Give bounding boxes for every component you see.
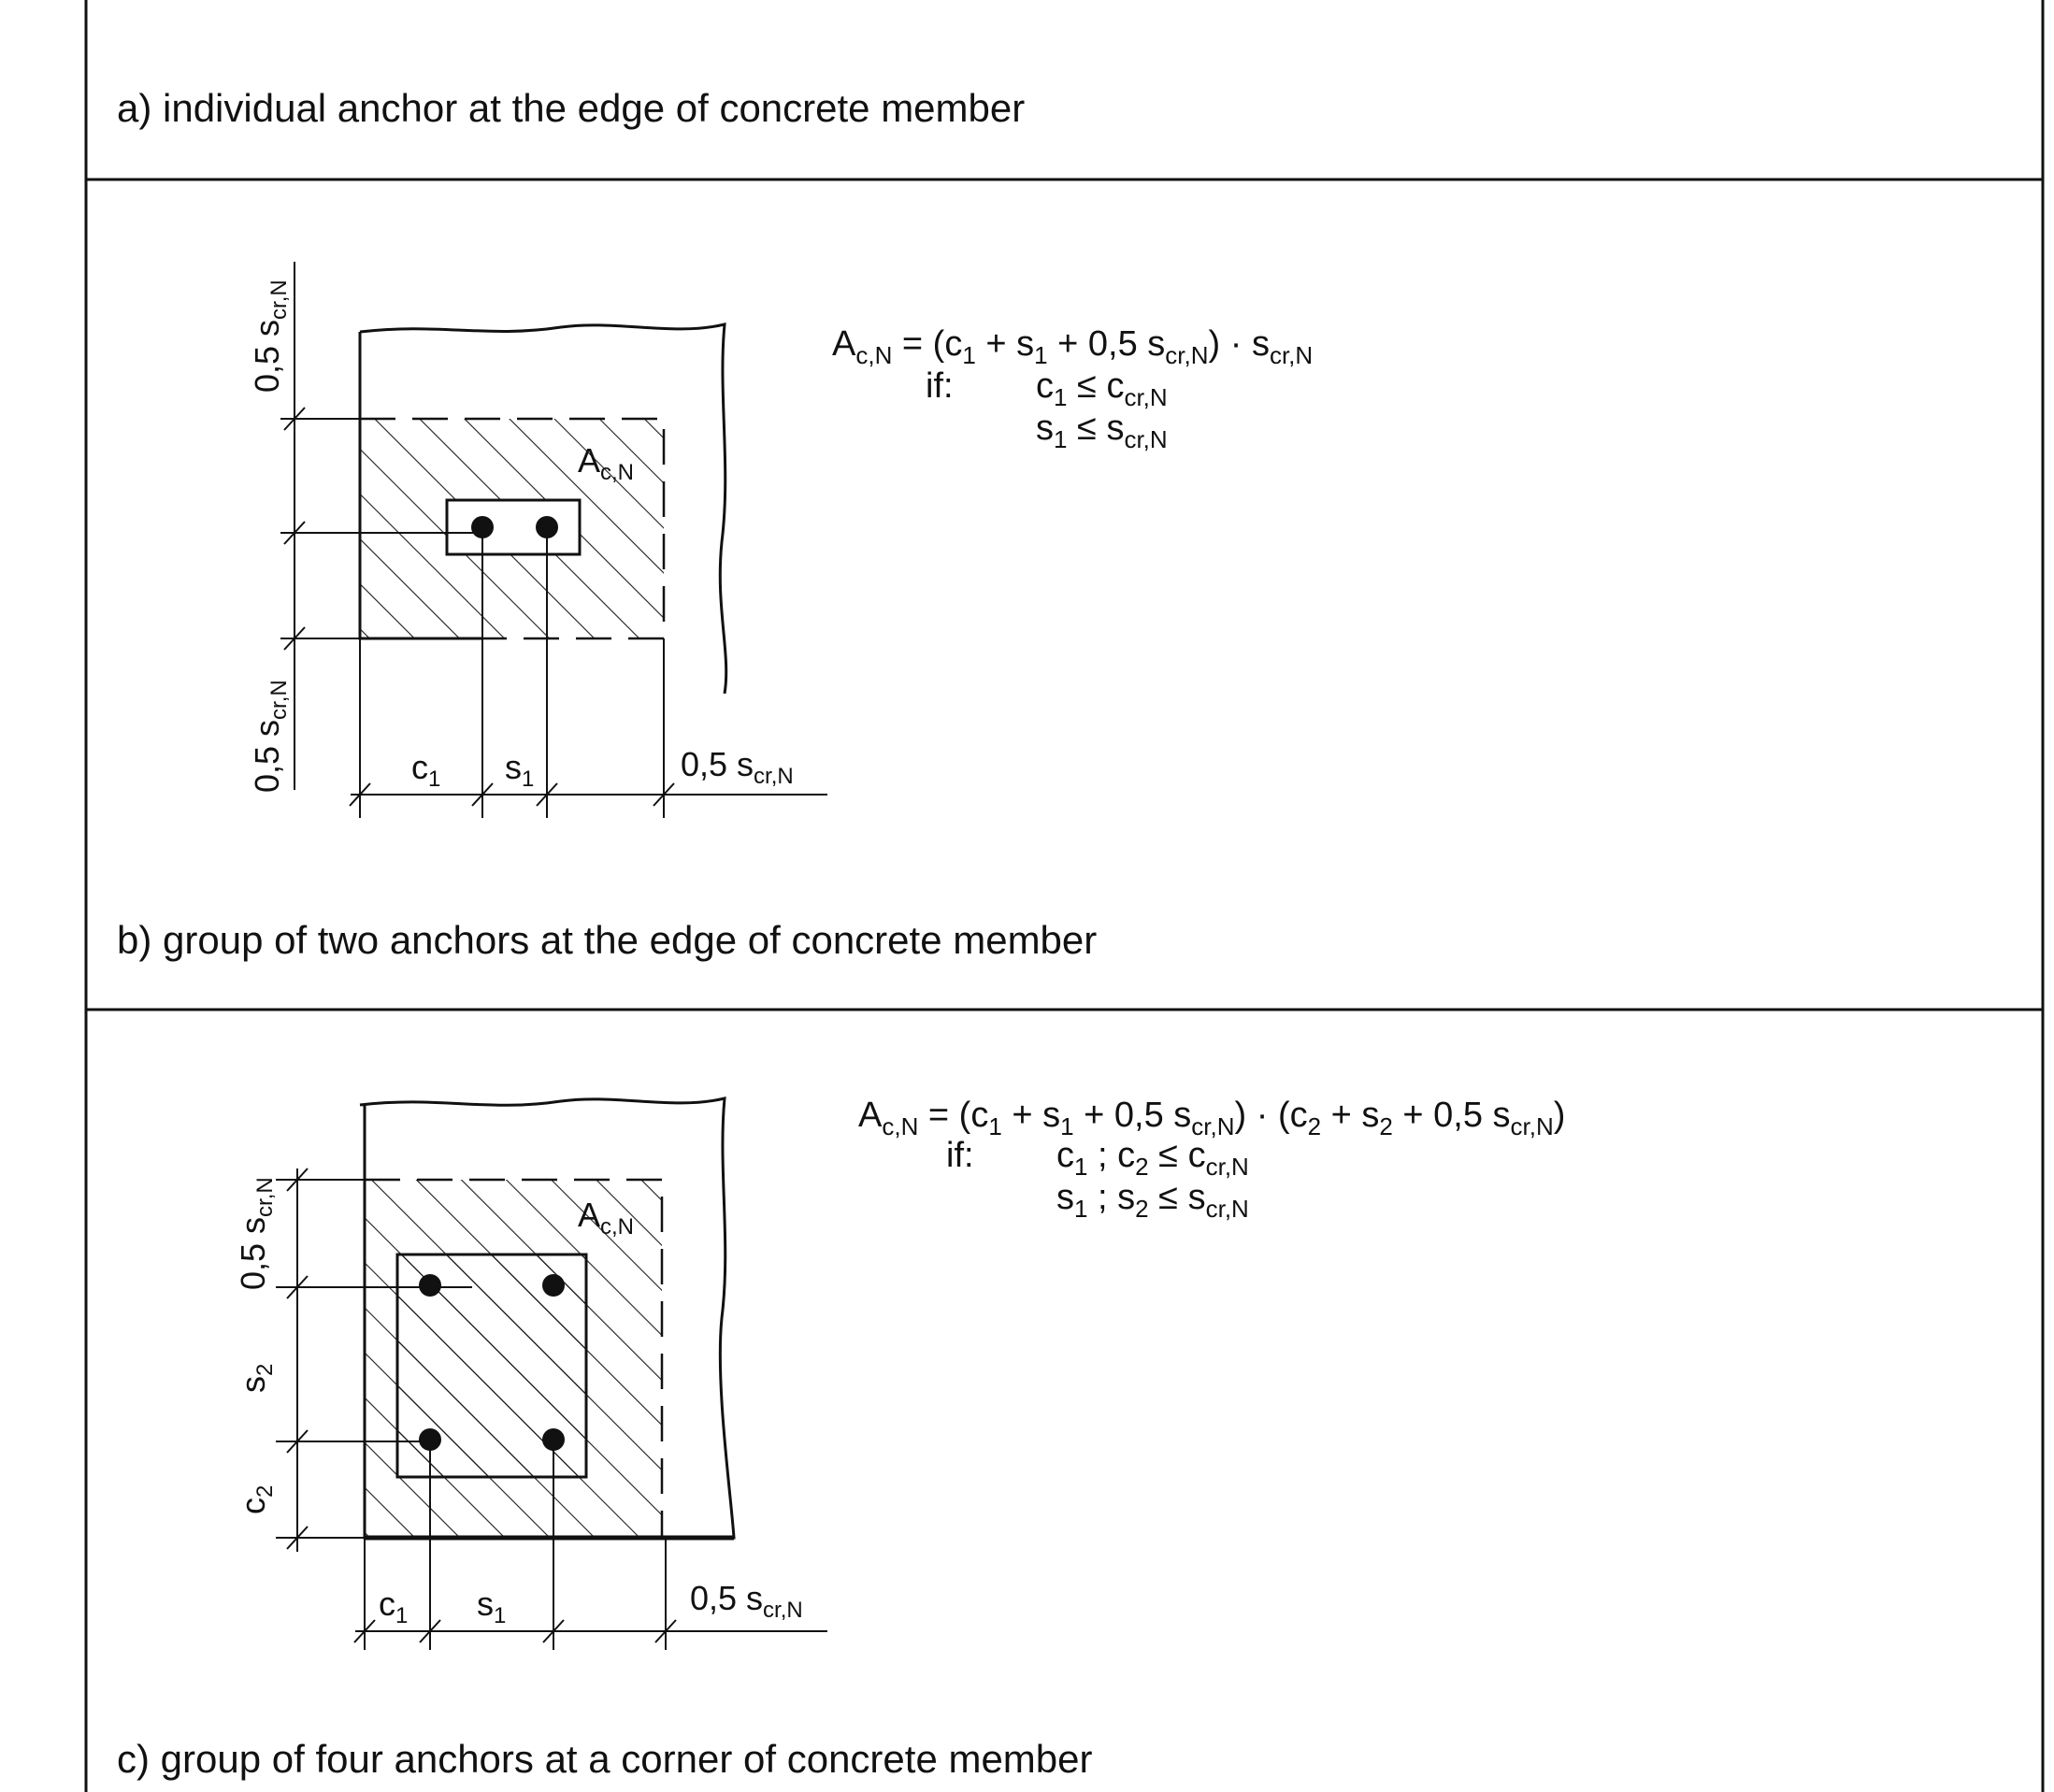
anchor-c-2 <box>542 1274 565 1297</box>
condition-2-b: $s_1 \le s_{cr,N}$ <box>1036 409 1168 453</box>
dim-left-top-c: 0,5 $s_{cr,N}$ <box>234 1177 278 1290</box>
anchor-plate-b <box>447 500 580 554</box>
dim-c1-b: $c_1$ <box>411 748 441 792</box>
dim-right-c: 0,5 $s_{cr,N}$ <box>690 1579 803 1623</box>
area-label-c: $A_{c,N}$ <box>578 1196 635 1240</box>
dim-s2-c: $s_2$ <box>234 1363 278 1393</box>
dim-c1-c: $c_1$ <box>379 1584 409 1628</box>
panel-c-diagram <box>234 1096 1565 1650</box>
if-label-c: if: <box>946 1136 974 1175</box>
dim-c2-c: $c_2$ <box>234 1484 278 1514</box>
formula-b: $A_{c,N} = (c_1 + s_1 + 0,5$ $s_{cr,N}) \cdot s_{cr,N}$ <box>832 324 1314 369</box>
if-label-b: if: <box>926 366 954 406</box>
condition-1-c: $c_1$ ; $c_2 \le c_{cr,N}$ <box>1056 1136 1249 1181</box>
anchor-c-1 <box>419 1274 441 1297</box>
caption-c: c) group of four anchors at a corner of concrete member <box>117 1737 1093 1781</box>
dim-right-b: 0,5 $s_{cr,N}$ <box>681 745 794 789</box>
dim-s1-b: $s_1$ <box>505 748 535 792</box>
dim-left-bottom-b: 0,5 $s_{cr,N}$ <box>248 680 292 793</box>
formula-c: $A_{c,N} = (c_1 + s_1 + 0,5$ $s_{cr,N}) \cdot (c_2 + s_2 + 0,5$ $s_{cr,N}$) <box>858 1096 1566 1140</box>
dim-left-top-b: 0,5 $s_{cr,N}$ <box>248 280 292 393</box>
caption-b: b) group of two anchors at the edge of concrete member <box>117 918 1098 962</box>
condition-1-b: $c_1 \le c_{cr,N}$ <box>1036 366 1168 411</box>
area-label-b: $A_{c,N}$ <box>578 441 635 485</box>
condition-2-c: $s_1$ ; $s_2 \le s_{cr,N}$ <box>1056 1178 1249 1223</box>
panel-b-diagram <box>248 262 1313 818</box>
caption-a: a) individual anchor at the edge of concrete member <box>117 86 1026 130</box>
dim-s1-c: $s_1$ <box>477 1584 507 1628</box>
